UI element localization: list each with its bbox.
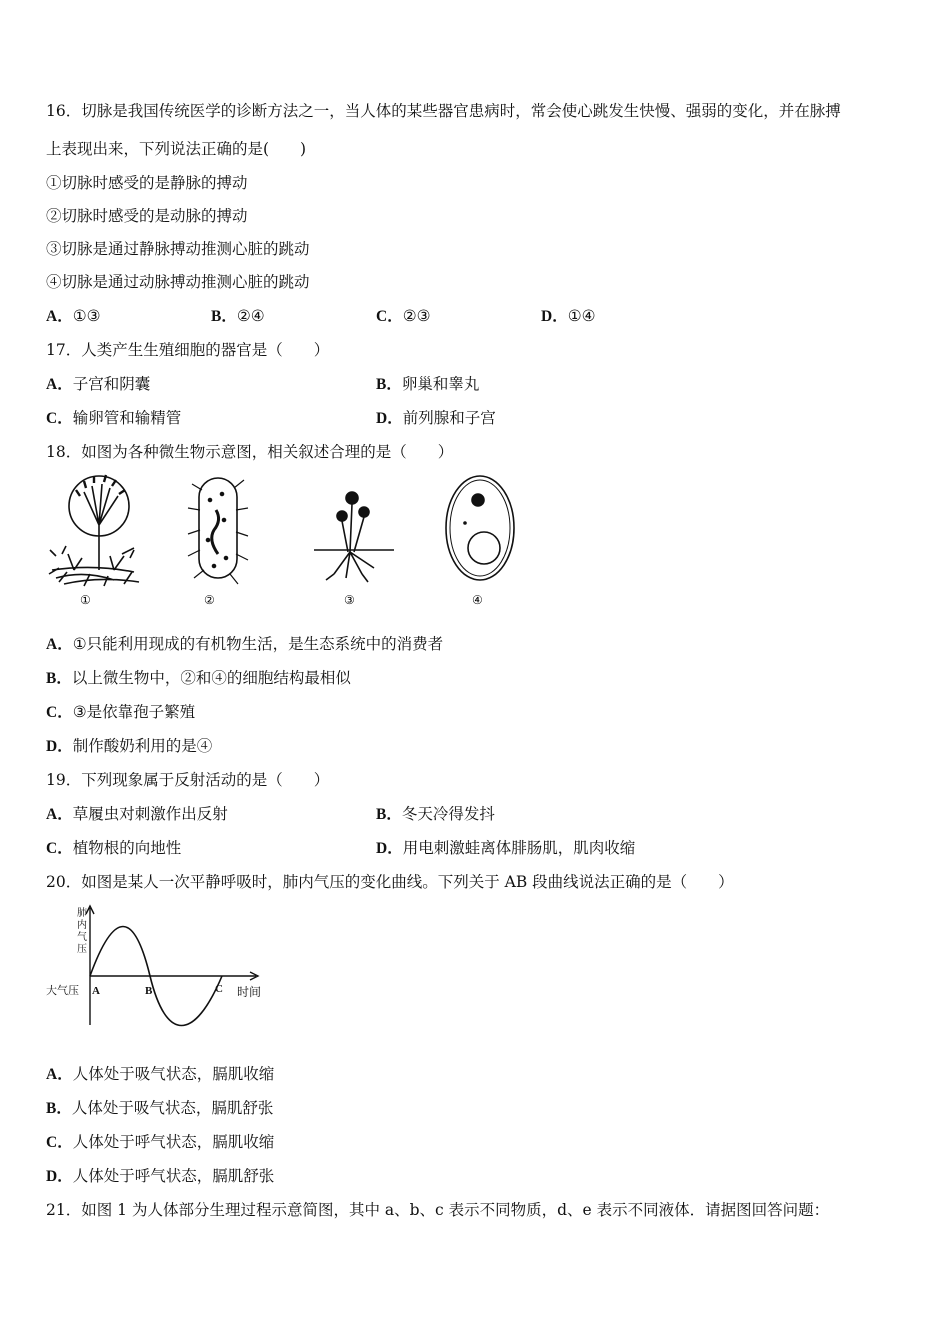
q18-option-a[interactable]: A．①只能利用现成的有机物生活，是生态系统中的消费者 bbox=[46, 635, 444, 653]
q17-option-a[interactable]: A．子宫和阴囊 bbox=[46, 375, 151, 393]
microbe-3-rhizopus bbox=[314, 492, 394, 582]
q20-option-c[interactable]: C．人体处于呼气状态，膈肌收缩 bbox=[46, 1133, 275, 1151]
q16-statement-3: ③切脉是通过静脉搏动推测心脏的跳动 bbox=[46, 240, 310, 258]
figure-label-1: ① bbox=[80, 593, 91, 607]
q20-option-b[interactable]: B．人体处于吸气状态，膈肌舒张 bbox=[46, 1099, 274, 1117]
microbe-2-bacterium bbox=[188, 478, 248, 584]
q17-stem: 17．人类产生生殖细胞的器官是（ ） bbox=[46, 341, 330, 359]
q19-stem: 19．下列现象属于反射活动的是（ ） bbox=[46, 771, 330, 789]
graph-point-b: B bbox=[145, 985, 153, 997]
q21-stem: 21．如图 1 为人体部分生理过程示意简图，其中 a、b、c 表示不同物质，d、e 表示不同液体．请据图回答问题： bbox=[46, 1201, 830, 1219]
graph-ylabel-3: 气 bbox=[77, 932, 87, 943]
microbe-1-mold bbox=[49, 475, 139, 586]
q18-stem: 18．如图为各种微生物示意图，相关叙述合理的是（ ） bbox=[46, 443, 454, 461]
q16-statement-4: ④切脉是通过动脉搏动推测心脏的跳动 bbox=[46, 273, 310, 291]
graph-ylabel-2: 内 bbox=[77, 920, 87, 931]
q20-option-d[interactable]: D．人体处于呼气状态，膈肌舒张 bbox=[46, 1167, 275, 1185]
q19-option-d[interactable]: D．用电刺激蛙离体腓肠肌，肌肉收缩 bbox=[376, 839, 636, 857]
q16-stem-line2: 上表现出来，下列说法正确的是( ) bbox=[46, 140, 307, 158]
graph-ylabel-4: 压 bbox=[77, 944, 87, 955]
q16-option-b[interactable]: B．②④ bbox=[211, 307, 265, 325]
figure-label-2: ② bbox=[204, 593, 215, 607]
figure-label-3: ③ bbox=[344, 593, 355, 607]
graph-ylabel-1: 肺 bbox=[77, 908, 87, 919]
q17-option-d[interactable]: D．前列腺和子宫 bbox=[376, 409, 496, 427]
graph-xlabel: 时间 bbox=[237, 985, 262, 999]
graph-point-c: C bbox=[215, 983, 223, 995]
graph-point-a: A bbox=[92, 985, 100, 997]
q18-microbe-figure bbox=[44, 470, 544, 610]
q18-option-b[interactable]: B．以上微生物中，②和④的细胞结构最相似 bbox=[46, 669, 351, 687]
q17-option-b[interactable]: B．卵巢和睾丸 bbox=[376, 375, 480, 393]
q17-option-c[interactable]: C．输卵管和输精管 bbox=[46, 409, 182, 427]
q16-statement-2: ②切脉时感受的是动脉的搏动 bbox=[46, 207, 248, 225]
q16-option-a[interactable]: A．①③ bbox=[46, 307, 101, 325]
q16-option-d[interactable]: D．①④ bbox=[541, 307, 596, 325]
q18-option-d[interactable]: D．制作酸奶利用的是④ bbox=[46, 737, 213, 755]
figure-label-4: ④ bbox=[472, 593, 483, 607]
q16-stem-line1: 16．切脉是我国传统医学的诊断方法之一，当人体的某些器官患病时，常会使心跳发生快慢、强弱的变化，并在脉搏 bbox=[46, 102, 841, 120]
q19-option-a[interactable]: A．草履虫对刺激作出反射 bbox=[46, 805, 228, 823]
q19-option-b[interactable]: B．冬天冷得发抖 bbox=[376, 805, 495, 823]
graph-baseline-label: 大气压 bbox=[46, 984, 79, 997]
q20-stem: 20．如图是某人一次平静呼吸时，肺内气压的变化曲线。下列关于 AB 段曲线说法正确的是（ ） bbox=[46, 873, 734, 891]
q20-pressure-graph bbox=[44, 900, 274, 1040]
q19-option-c[interactable]: C．植物根的向地性 bbox=[46, 839, 182, 857]
q20-option-a[interactable]: A．人体处于吸气状态，膈肌收缩 bbox=[46, 1065, 275, 1083]
q16-statement-1: ①切脉时感受的是静脉的搏动 bbox=[46, 174, 248, 192]
microbe-4-yeast bbox=[446, 476, 514, 580]
q18-option-c[interactable]: C．③是依靠孢子繁殖 bbox=[46, 703, 196, 721]
q16-option-c[interactable]: C．②③ bbox=[376, 307, 431, 325]
